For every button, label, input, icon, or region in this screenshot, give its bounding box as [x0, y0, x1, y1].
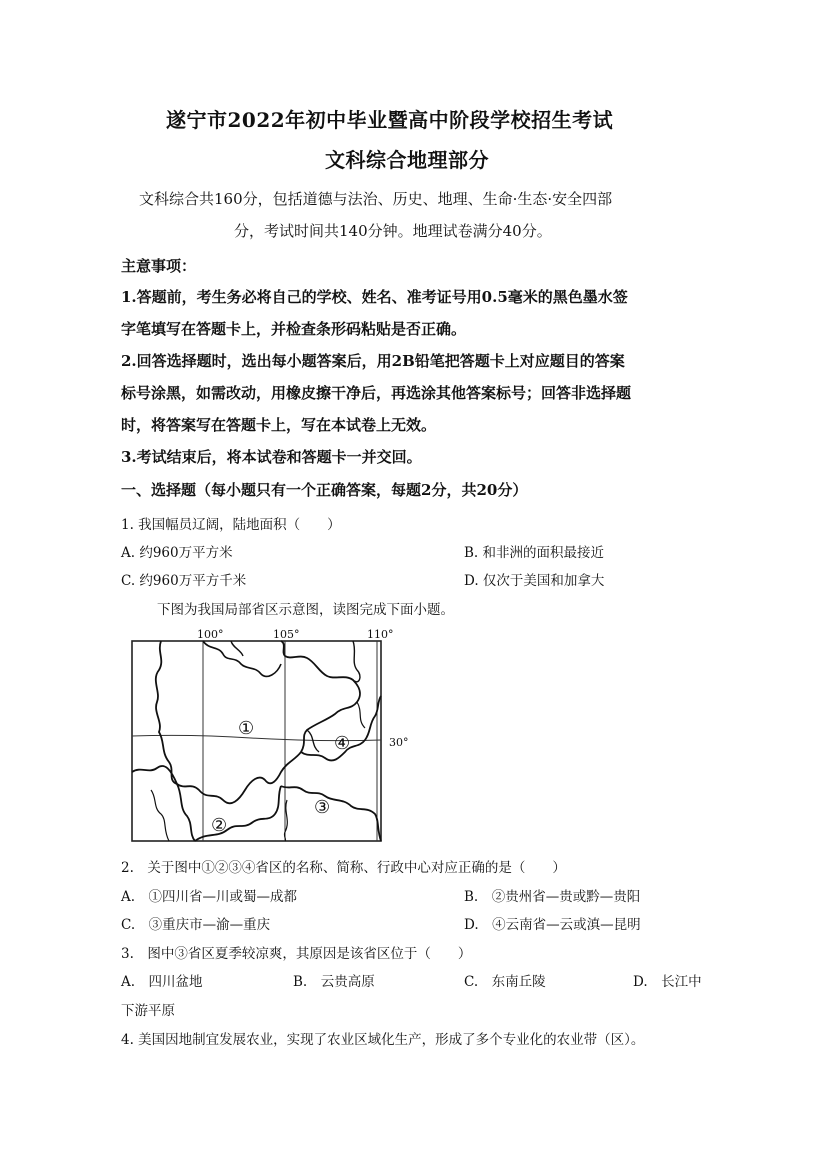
q1-option-a: A. 约960万平方米: [121, 545, 233, 561]
province-4-inner-line: [357, 702, 365, 728]
intro-line-1: 文科综合共160分，包括道德与法治、历史、地理、生命·生态·安全四部: [139, 190, 613, 208]
map-label-3: ③: [314, 797, 331, 818]
q3-option-b: B. 云贵高原: [293, 974, 375, 990]
q3-option-d-continued: 下游平原: [121, 1003, 175, 1019]
latitude-30-label: 30°: [389, 736, 409, 749]
q2-option-c: C. ③重庆市—渝—重庆: [121, 917, 271, 933]
note-3: 3.考试结束后，将本试卷和答题卡一并交回。: [121, 448, 422, 466]
q2-option-a: A. ①四川省—川或蜀—成都: [121, 889, 298, 905]
north-boundary: [203, 641, 281, 676]
q1-stem: 1. 我国幅员辽阔，陆地面积（ ）: [121, 517, 341, 533]
notes-heading: 主意事项：: [121, 257, 197, 275]
exam-title: 遂宁市2022年初中毕业暨高中阶段学校招生考试: [166, 108, 614, 132]
east-boundary: [353, 641, 360, 682]
q2-stem: 2. 关于图中①②③④省区的名称、简称、行政中心对应正确的是（ ）: [121, 860, 566, 876]
q1-option-d: D. 仅次于美国和加拿大: [464, 573, 605, 589]
q3-stem: 3. 图中③省区夏季较凉爽，其原因是该省区位于（ ）: [121, 946, 472, 962]
q2-option-b: B. ②贵州省—贵或黔—贵阳: [464, 889, 641, 905]
longitude-105-label: 105°: [273, 628, 300, 641]
north-boundary-segment: [231, 641, 243, 656]
longitude-110-label: 110°: [367, 628, 394, 641]
map-label-2: ②: [211, 815, 228, 836]
q3-option-d: D. 长江中: [633, 974, 702, 990]
q3-option-c: C. 东南丘陵: [464, 974, 546, 990]
note-2-line-1: 2.回答选择题时，选出每小题答案后，用2B铅笔把答题卡上对应题目的答案: [121, 352, 625, 370]
province-1-boundary: [156, 641, 360, 803]
exam-subtitle: 文科综合地理部分: [325, 148, 489, 172]
q3-option-a: A. 四川盆地: [121, 974, 203, 990]
note-2-line-2: 标号涂黑，如需改动，用橡皮擦干净后，再选涂其他答案标号；回答非选择题: [121, 384, 632, 402]
map-intro: 下图为我国局部省区示意图，读图完成下面小题。: [157, 602, 454, 618]
province-2-3-boundary: [195, 786, 281, 841]
section-1-heading: 一、选择题（每小题只有一个正确答案，每题2分，共20分）: [121, 481, 528, 499]
q4-stem: 4. 美国因地制宜发展农业，实现了农业区域化生产，形成了多个专业化的农业带（区）。: [121, 1032, 645, 1048]
intro-line-2: 分，考试时间共140分钟。地理试卷满分40分。: [234, 222, 552, 240]
q2-option-d: D. ④云南省—云或滇—昆明: [464, 917, 641, 933]
province-3-boundary: [281, 786, 381, 841]
province-2-boundary: [132, 766, 195, 841]
longitude-100-label: 100°: [197, 628, 224, 641]
inner-border: [151, 790, 169, 841]
map-label-4: ④: [334, 733, 351, 754]
province-4-west-edge: [307, 730, 319, 752]
note-1-line-1: 1.答题前，考生务必将自己的学校、姓名、准考证号用0.5毫米的黑色墨水签: [121, 288, 628, 306]
map-label-1: ①: [238, 718, 255, 739]
note-1-line-2: 字笔填写在答题卡上，并检查条形码粘贴是否正确。: [121, 320, 467, 338]
q1-option-b: B. 和非洲的面积最接近: [464, 545, 605, 561]
q1-option-c: C. 约960万平方千米: [121, 573, 247, 589]
note-2-line-3: 时，将答案写在答题卡上，写在本试卷上无效。: [121, 416, 437, 434]
